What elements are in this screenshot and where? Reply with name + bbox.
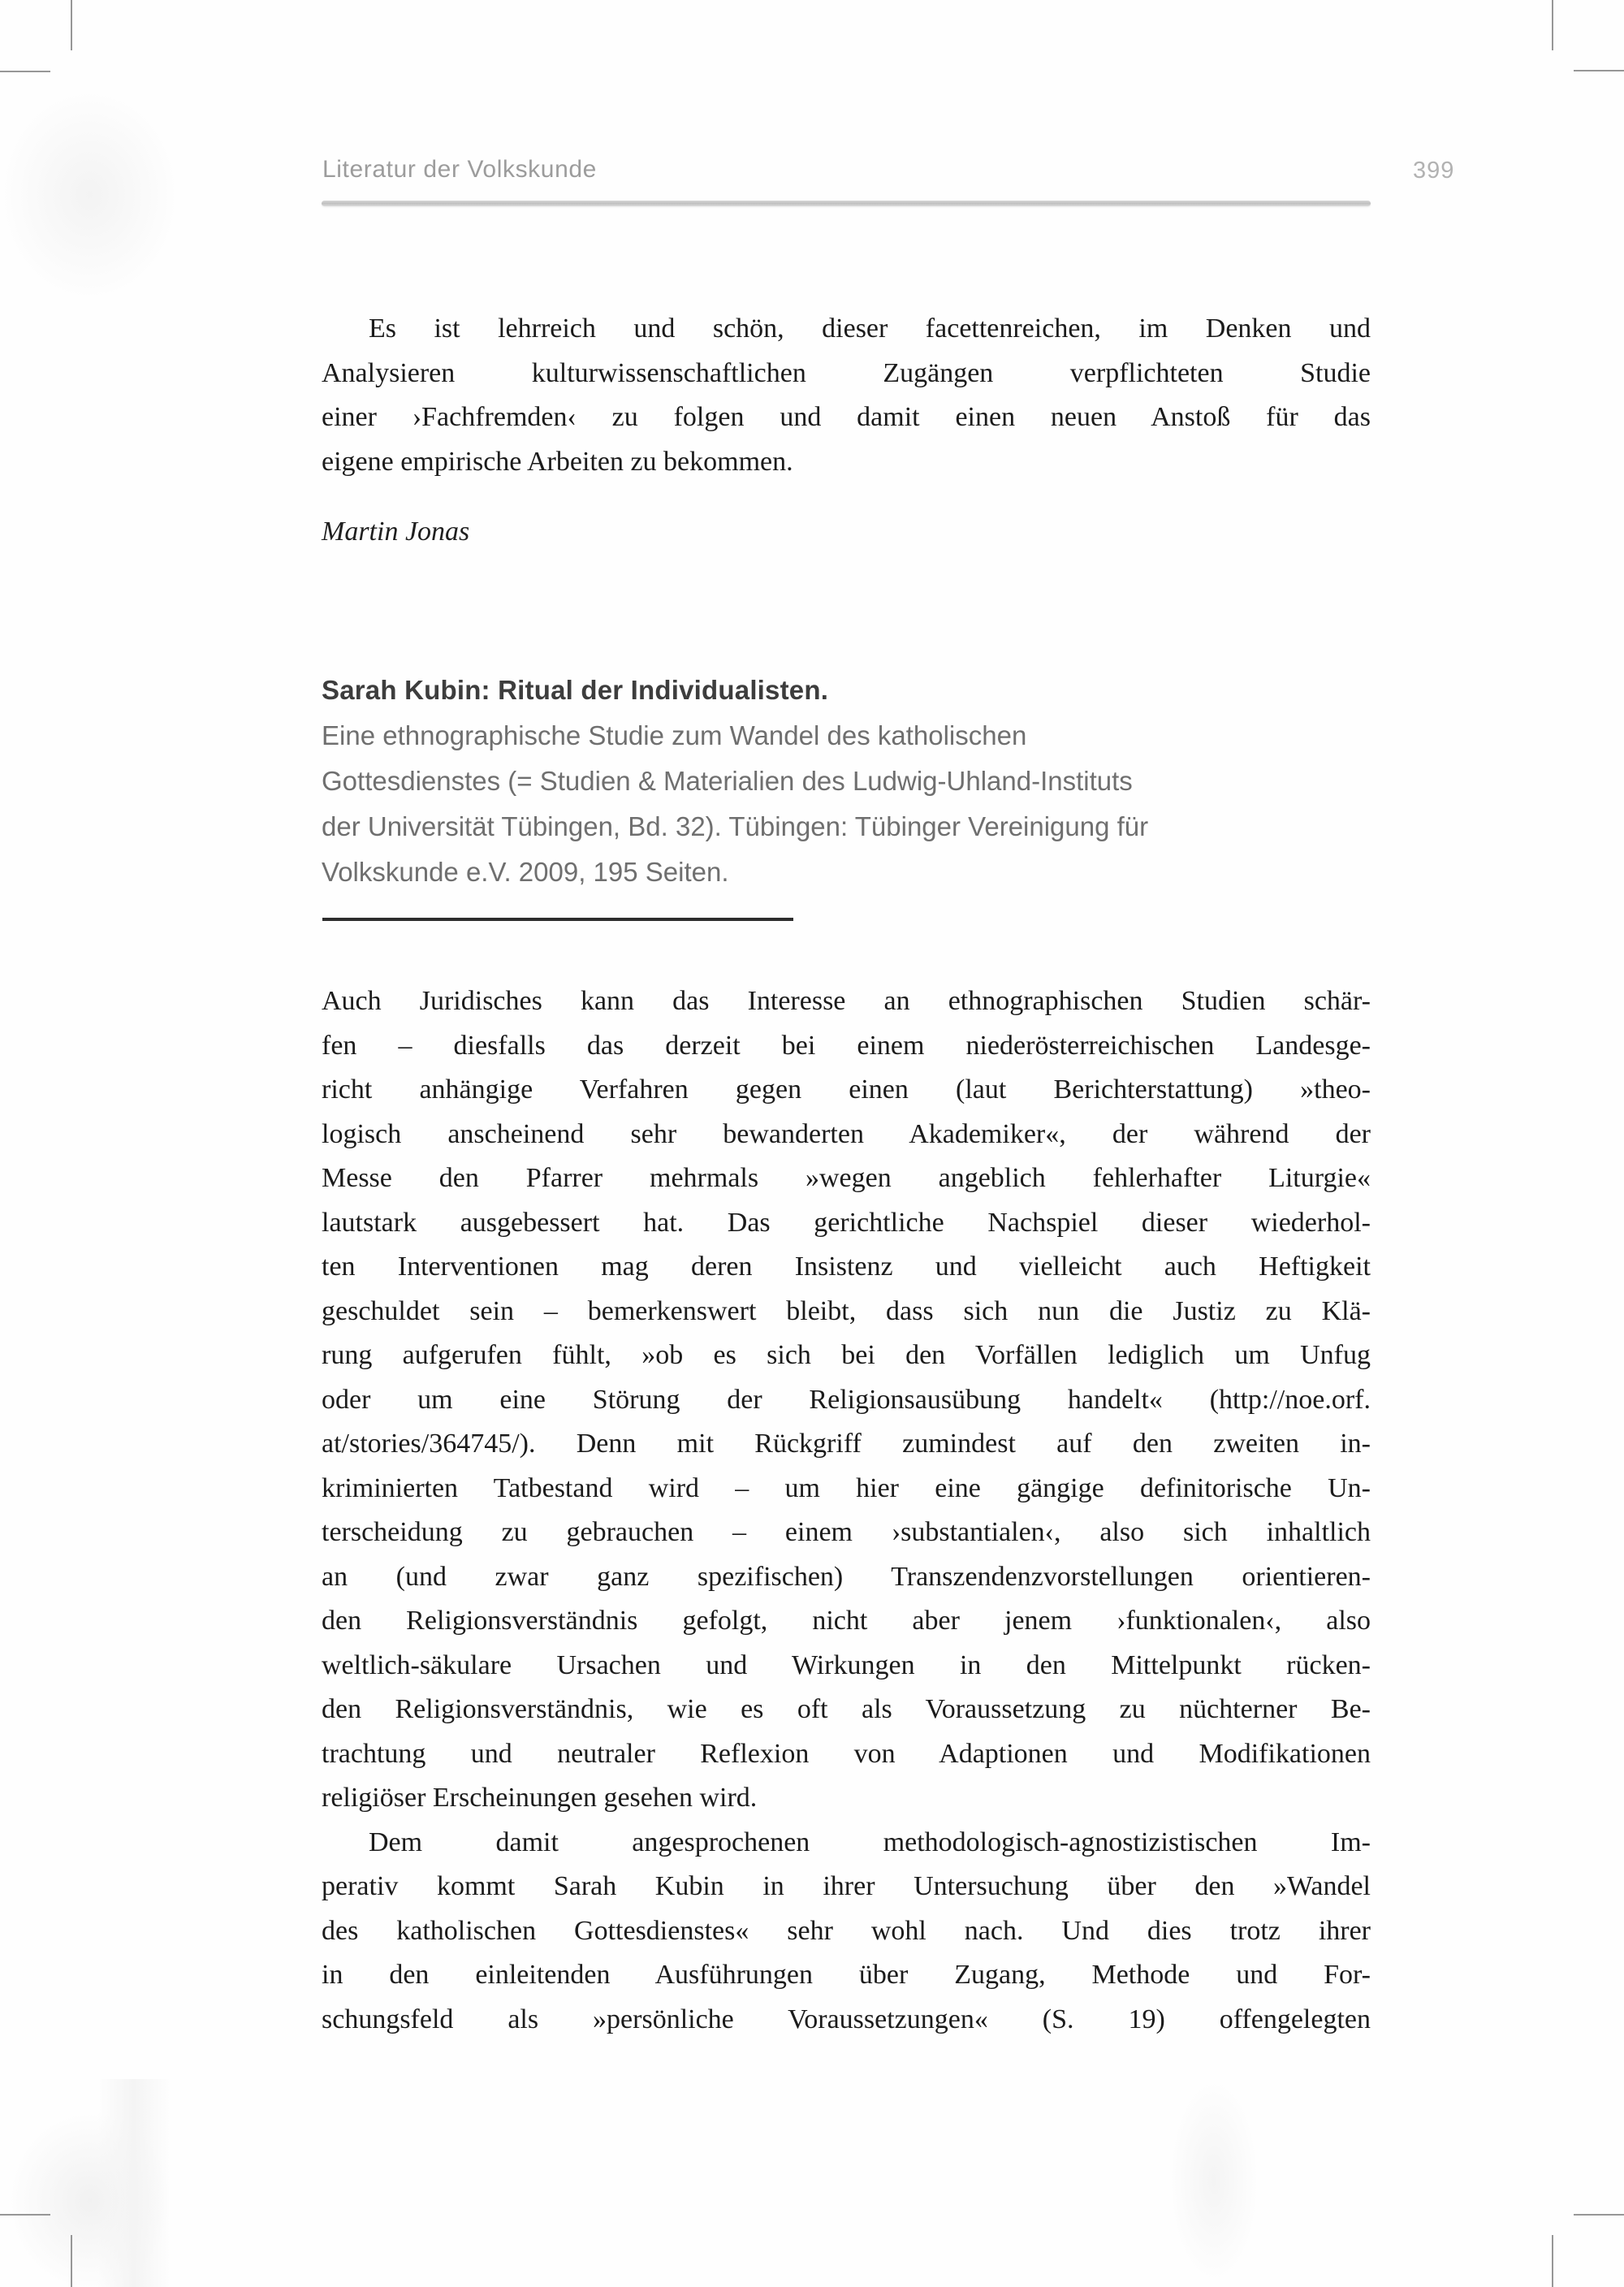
text-line: Eine ethnographische Studie zum Wandel des katholischen xyxy=(322,720,1027,750)
text-line: schungsfeld als »persönliche Voraussetzungen« (S. 19) offengelegten xyxy=(322,2004,1371,2034)
text-line: des katholischen Gottesdienstes« sehr wohl nach. Und dies trotz ihrer xyxy=(322,1915,1371,1946)
text-line: kriminierten Tatbestand wird – um hier eine gängige definitorische Un- xyxy=(322,1472,1371,1503)
text-line: Es ist lehrreich und schön, dieser facettenreichen, im Denken und xyxy=(369,313,1371,344)
crop-mark-top-left-h xyxy=(0,71,50,72)
review-closing-paragraph xyxy=(322,307,1371,484)
scan-artifact xyxy=(1169,2079,1259,2282)
text-line: at/stories/364745/). Denn mit Rückgriff zumindest auf den zweiten in- xyxy=(322,1429,1371,1459)
text-line: religiöser Erscheinungen gesehen wird. xyxy=(322,1783,758,1813)
scan-artifact xyxy=(8,2112,171,2287)
scan-artifact xyxy=(97,2079,171,2287)
book-title: Sarah Kubin: Ritual der Individualisten. xyxy=(322,675,829,705)
text-line: Messe den Pfarrer mehrmals »wegen angeblich fehlerhafter Liturgie« xyxy=(322,1163,1371,1193)
text-line: Dem damit angesprochenen methodologisch-agnostizistischen Im- xyxy=(369,1827,1371,1857)
section-rule xyxy=(322,918,793,921)
book-reference xyxy=(322,668,1371,895)
crop-mark-top-right-h xyxy=(1574,70,1624,71)
text-line: lautstark ausgebessert hat. Das gerichtliche Nachspiel dieser wiederhol- xyxy=(322,1207,1371,1238)
text-line: logisch anscheinend sehr bewanderten Akademiker«, der während der xyxy=(322,1118,1371,1149)
text-line: trachtung und neutraler Reflexion von Adaptionen und Modifikationen xyxy=(322,1738,1371,1769)
text-line: Volkskunde e.V. 2009, 195 Seiten. xyxy=(322,857,729,887)
text-line: perativ kommt Sarah Kubin in ihrer Untersuchung über den »Wandel xyxy=(322,1871,1371,1901)
text-line: rung aufgerufen fühlt, »ob es sich bei den Vorfällen lediglich um Unfug xyxy=(322,1340,1371,1370)
text-line: Auch Juridisches kann das Interesse an ethnographischen Studien schär- xyxy=(322,986,1371,1016)
text-line: den Religionsverständnis, wie es oft als Voraussetzung zu nüchterner Be- xyxy=(322,1694,1371,1724)
crop-mark-top-right-v xyxy=(1552,0,1553,50)
text-line: einer ›Fachfremden‹ zu folgen und damit einen neuen Anstoß für das xyxy=(322,402,1371,432)
text-line: Analysieren kulturwissenschaftlichen Zugängen verpflichteten Studie xyxy=(322,357,1371,388)
text-line: fen – diesfalls das derzeit bei einem niederösterreichischen Landesge- xyxy=(322,1030,1371,1061)
reviewer-signature: Martin Jonas xyxy=(322,517,470,547)
crop-mark-top-left-v xyxy=(71,0,72,50)
text-line: der Universität Tübingen, Bd. 32). Tübingen: Tübinger Vereinigung für xyxy=(322,811,1149,841)
crop-mark-bottom-right-v xyxy=(1552,2235,1553,2287)
scan-artifact xyxy=(0,89,179,300)
running-header: Literatur der Volkskunde xyxy=(322,156,597,183)
text-line: in den einleitenden Ausführungen über Zugang, Methode und For- xyxy=(322,1960,1371,1990)
crop-mark-bottom-left-v xyxy=(71,2235,72,2287)
text-line: ten Interventionen mag deren Insistenz und vielleicht auch Heftigkeit xyxy=(322,1252,1371,1282)
text-line: richt anhängige Verfahren gegen einen (laut Berichterstattung) »theo- xyxy=(322,1074,1371,1105)
text-line: terscheidung zu gebrauchen – einem ›substantialen‹, also sich inhaltlich xyxy=(322,1517,1371,1547)
text-line: an (und zwar ganz spezifischen) Transzendenzvorstellungen orientieren- xyxy=(322,1561,1371,1592)
text-line: den Religionsverständnis gefolgt, nicht aber jenem ›funktionalen‹, also xyxy=(322,1606,1371,1636)
crop-mark-bottom-left-h xyxy=(0,2214,50,2216)
text-line: eigene empirische Arbeiten zu bekommen. xyxy=(322,446,793,477)
crop-mark-bottom-right-h xyxy=(1574,2214,1624,2216)
header-rule xyxy=(322,201,1371,206)
review-body-text xyxy=(322,979,1371,2042)
text-line: oder um eine Störung der Religionsausübung handelt« (http://noe.orf. xyxy=(322,1384,1371,1415)
page-number: 399 xyxy=(1413,158,1455,184)
text-line: Gottesdienstes (= Studien & Materialien des Ludwig-Uhland-Instituts xyxy=(322,766,1133,796)
text-line: geschuldet sein – bemerkenswert bleibt, dass sich nun die Justiz zu Klä- xyxy=(322,1295,1371,1326)
book-reference-details xyxy=(322,713,1371,895)
text-line: weltlich-säkulare Ursachen und Wirkungen in den Mittelpunkt rücken- xyxy=(322,1649,1371,1680)
